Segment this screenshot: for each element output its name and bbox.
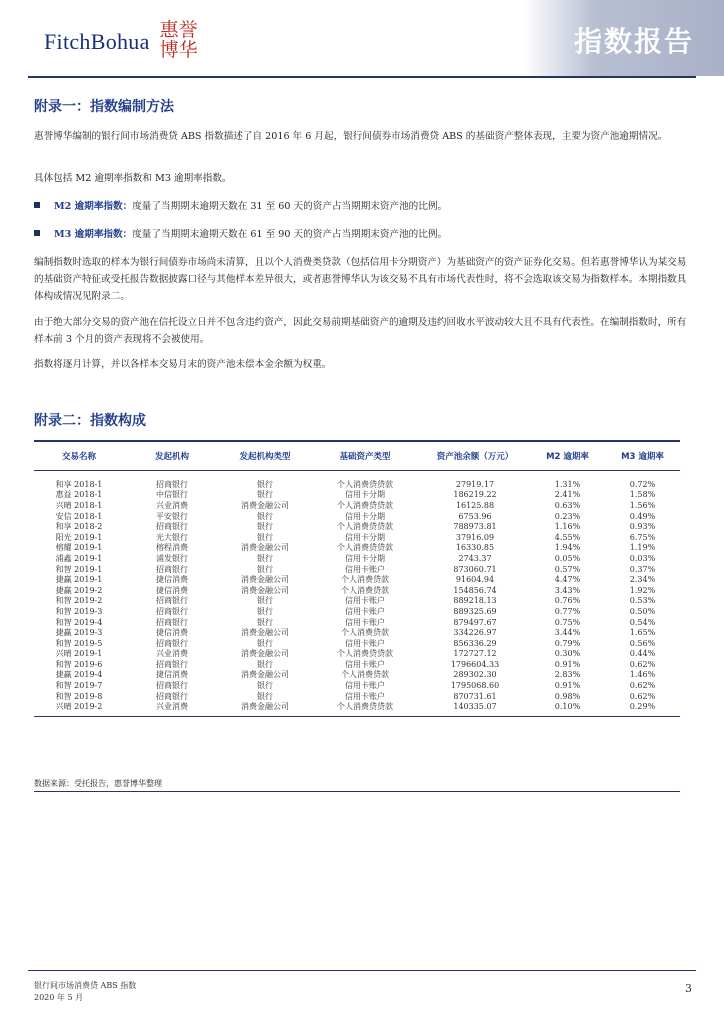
appendix1-title: 附录一：指数编制方法: [34, 99, 174, 115]
table-row: [34, 532, 680, 543]
cell-m3-rate: 0.29%: [629, 702, 656, 712]
cell-deal-name: 和智 2019-5: [55, 638, 103, 648]
cell-m3-rate: 1.92%: [629, 585, 656, 595]
table-row: [34, 553, 680, 564]
cell-originator-type: 消费金融公司: [241, 543, 289, 553]
cell-m3-rate: 1.65%: [629, 628, 656, 638]
cell-originator-type: 银行: [257, 490, 273, 500]
cell-originator: 招商银行: [156, 617, 188, 627]
cell-deal-name: 捷赢 2019-2: [55, 585, 103, 595]
cell-originator-type: 银行: [257, 522, 273, 532]
cell-asset-type: 信用卡账户: [345, 638, 385, 648]
cell-deal-name: 安信 2018-1: [55, 511, 103, 521]
cell-m3-rate: 1.58%: [629, 490, 656, 500]
cell-m3-rate: 0.03%: [629, 553, 656, 563]
cell-originator: 兴业消费: [156, 702, 188, 712]
cell-m3-rate: 0.62%: [629, 659, 656, 669]
cell-asset-type: 信用卡账户: [345, 691, 385, 701]
cell-asset-type: 信用卡账户: [345, 606, 385, 616]
cell-deal-name: 和智 2019-2: [55, 596, 103, 606]
cell-asset-type: 个人消费贷贷款: [337, 479, 393, 489]
cell-pool-balance: 1796604.33: [450, 659, 500, 669]
cell-m3-rate: 0.54%: [629, 617, 656, 627]
cell-originator: 招商银行: [156, 564, 188, 574]
cell-m3-rate: 0.62%: [629, 681, 656, 691]
bullet-m2-label: M2 逾期率指数：: [54, 201, 133, 212]
cell-asset-type: 信用卡分期: [345, 511, 385, 521]
cell-originator: 兴业消费: [156, 649, 188, 659]
cell-m2-rate: 0.91%: [554, 681, 581, 691]
appendix1-paragraph-3: 编制指数时选取的样本为银行间债券市场尚未清算，且以个人消费类贷款（包括信用卡分期资产）为基础资产的资产证券化交易。但若惠誉博华认为某交易的基础资产特征或受托报告数据披露口径与其他样本差异很大，或者惠誉博华认为该交易不具有市场代表性时，将不会选取该交易为指数样本。本期指数具体构成情况见附录二。: [34, 257, 687, 302]
cell-originator: 招商银行: [156, 691, 188, 701]
table-row: [34, 511, 680, 522]
cell-m3-rate: 0.93%: [629, 522, 656, 532]
cell-asset-type: 个人消费贷贷款: [337, 543, 393, 553]
cell-originator-type: 消费金融公司: [241, 585, 289, 595]
cell-originator-type: 银行: [257, 511, 273, 521]
cell-m3-rate: 0.44%: [629, 649, 656, 659]
cell-m2-rate: 0.98%: [554, 691, 581, 701]
cell-pool-balance: 16125.88: [455, 500, 495, 510]
logo-cn-line2: 博华: [159, 39, 198, 61]
cell-originator-type: 银行: [257, 617, 273, 627]
cell-pool-balance: 870731.61: [453, 691, 497, 701]
cell-originator-type: 银行: [257, 479, 273, 489]
cell-m2-rate: 0.91%: [554, 659, 581, 669]
table-row: [34, 596, 680, 607]
cell-originator: 招商银行: [156, 522, 188, 532]
table-row: [34, 659, 680, 670]
bullet-square-icon: [34, 230, 40, 236]
table-row: [34, 680, 680, 691]
cell-pool-balance: 289302.30: [453, 670, 497, 680]
cell-originator: 浦发银行: [156, 553, 188, 563]
cell-deal-name: 惠益 2018-1: [55, 490, 103, 500]
table-header-row: [34, 442, 680, 471]
cell-deal-name: 和智 2019-3: [55, 606, 103, 616]
cell-m2-rate: 0.77%: [554, 606, 581, 616]
cell-deal-name: 兴晴 2019-1: [55, 649, 103, 659]
appendix2-title: 附录二：指数构成: [34, 413, 146, 429]
table-row: [34, 490, 680, 501]
cell-asset-type: 个人消费贷贷款: [337, 702, 393, 712]
col-header-originator-type: 发起机构类型: [239, 452, 291, 462]
cell-pool-balance: 873060.71: [453, 564, 497, 574]
cell-originator-type: 银行: [257, 681, 273, 691]
cell-asset-type: 信用卡分期: [345, 532, 385, 542]
cell-originator-type: 银行: [257, 532, 273, 542]
cell-originator: 榕程消费: [156, 543, 188, 553]
col-header-originator: 发起机构: [154, 452, 189, 462]
cell-asset-type: 信用卡分期: [345, 553, 385, 563]
cell-originator: 招商银行: [156, 596, 188, 606]
cell-originator-type: 银行: [257, 553, 273, 563]
cell-asset-type: 个人消费贷贷款: [337, 649, 393, 659]
cell-pool-balance: 37916.09: [455, 532, 495, 542]
bullet-m3: [34, 226, 694, 243]
cell-originator-type: 消费金融公司: [241, 649, 289, 659]
cell-originator: 中信银行: [156, 490, 188, 500]
cell-asset-type: 个人消费贷贷款: [337, 522, 393, 532]
cell-m3-rate: 0.62%: [629, 691, 656, 701]
cell-m3-rate: 0.56%: [629, 638, 656, 648]
cell-deal-name: 和智 2019-1: [55, 564, 103, 574]
cell-originator: 招商银行: [156, 638, 188, 648]
col-header-deal-name: 交易名称: [61, 452, 96, 462]
footer-report-name: 银行间市场消费贷 ABS 指数: [34, 981, 137, 990]
cell-originator-type: 银行: [257, 659, 273, 669]
table-row: [34, 574, 680, 585]
cell-asset-type: 个人消费贷款: [341, 670, 389, 680]
cell-deal-name: 和智 2019-7: [55, 681, 103, 691]
cell-m3-rate: 1.19%: [629, 543, 656, 553]
cell-m2-rate: 2.41%: [554, 490, 581, 500]
cell-asset-type: 信用卡账户: [345, 681, 385, 691]
table-row: [34, 479, 680, 490]
cell-m2-rate: 0.30%: [554, 649, 581, 659]
cell-m2-rate: 1.16%: [554, 522, 581, 532]
cell-pool-balance: 172727.12: [453, 649, 497, 659]
cell-pool-balance: 16330.85: [455, 543, 495, 553]
cell-originator-type: 消费金融公司: [241, 500, 289, 510]
cell-deal-name: 捷赢 2019-1: [55, 575, 103, 585]
cell-pool-balance: 2743.37: [458, 553, 492, 563]
footer-divider: [28, 970, 696, 971]
cell-deal-name: 捷赢 2019-3: [55, 628, 103, 638]
cell-pool-balance: 856336.29: [453, 638, 497, 648]
table-row: [34, 670, 680, 681]
cell-originator: 捷信消费: [156, 585, 188, 595]
cell-originator-type: 消费金融公司: [241, 702, 289, 712]
cell-originator: 捷信消费: [156, 628, 188, 638]
table-row: [34, 543, 680, 554]
table-row: [34, 691, 680, 702]
cell-m2-rate: 0.63%: [554, 500, 581, 510]
cell-pool-balance: 27919.17: [455, 479, 495, 489]
col-header-asset-type: 基础资产类型: [339, 452, 391, 462]
cell-originator-type: 消费金融公司: [241, 670, 289, 680]
cell-m2-rate: 3.43%: [554, 585, 581, 595]
col-header-m2-rate: M2 逾期率: [546, 452, 589, 462]
cell-m2-rate: 4.47%: [554, 575, 581, 585]
footer-info: [34, 980, 136, 1004]
table-row: [34, 638, 680, 649]
table-row: [34, 627, 680, 638]
cell-originator: 招商银行: [156, 681, 188, 691]
table-body: [34, 471, 680, 712]
cell-originator: 招商银行: [156, 479, 188, 489]
cell-pool-balance: 6753.96: [458, 511, 492, 521]
cell-m2-rate: 0.23%: [554, 511, 581, 521]
logo-chinese-seal: [154, 20, 204, 64]
col-header-m3-rate: M3 逾期率: [621, 452, 664, 462]
cell-m3-rate: 1.46%: [629, 670, 656, 680]
cell-deal-name: 榕耀 2019-1: [55, 543, 103, 553]
cell-originator: 光大银行: [156, 532, 188, 542]
cell-m2-rate: 0.57%: [554, 564, 581, 574]
table-row: [34, 606, 680, 617]
cell-asset-type: 个人消费贷款: [341, 575, 389, 585]
cell-pool-balance: 140335.07: [453, 702, 497, 712]
cell-originator-type: 消费金融公司: [241, 575, 289, 585]
table-bottom-rule: [34, 716, 680, 717]
cell-deal-name: 和享 2018-1: [55, 479, 103, 489]
appendix1-paragraph-4: 由于绝大部分交易的资产池在信托设立日并不包含违约资产，因此交易前期基础资产的逾期及违约回收水平波动较大且不具有代表性。在编制指数时，所有样本前 3 个月的资产表现将不会被使用。: [34, 317, 687, 345]
cell-originator: 捷信消费: [156, 670, 188, 680]
cell-asset-type: 个人消费贷款: [341, 628, 389, 638]
cell-originator: 兴业消费: [156, 500, 188, 510]
cell-m3-rate: 0.49%: [629, 511, 656, 521]
cell-m2-rate: 3.44%: [554, 628, 581, 638]
cell-m2-rate: 0.05%: [554, 553, 581, 563]
cell-deal-name: 和智 2019-4: [55, 617, 103, 627]
cell-m3-rate: 0.53%: [629, 596, 656, 606]
cell-deal-name: 兴晴 2018-1: [55, 500, 103, 510]
bullet-m3-text: 度量了当期期末逾期天数在 61 至 90 天的资产占当期期末资产池的比例。: [132, 229, 448, 240]
cell-deal-name: 浦鑫 2019-1: [55, 553, 103, 563]
cell-m2-rate: 4.55%: [554, 532, 581, 542]
bullet-m3-label: M3 逾期率指数：: [54, 229, 133, 240]
appendix1-paragraph-2: 具体包括 M2 逾期率指数和 M3 逾期率指数。: [34, 173, 232, 184]
cell-pool-balance: 334226.97: [453, 628, 497, 638]
cell-asset-type: 个人消费贷贷款: [337, 500, 393, 510]
table-row: [34, 521, 680, 532]
cell-m2-rate: 0.75%: [554, 617, 581, 627]
cell-deal-name: 和享 2018-2: [55, 522, 103, 532]
cell-pool-balance: 788973.81: [453, 522, 497, 532]
cell-deal-name: 和智 2019-8: [55, 691, 103, 701]
cell-deal-name: 阳光 2019-1: [55, 532, 103, 542]
cell-pool-balance: 186219.22: [453, 490, 497, 500]
cell-originator: 平安银行: [156, 511, 188, 521]
header-divider: [28, 76, 696, 78]
cell-originator: 招商银行: [156, 606, 188, 616]
cell-originator-type: 银行: [257, 596, 273, 606]
cell-m3-rate: 2.34%: [629, 575, 656, 585]
cell-pool-balance: 1795068.60: [450, 681, 500, 691]
cell-asset-type: 信用卡账户: [345, 617, 385, 627]
cell-asset-type: 个人消费贷款: [341, 585, 389, 595]
col-header-pool-balance: 资产池余额（万元）: [436, 452, 514, 462]
cell-pool-balance: 154856.74: [453, 585, 497, 595]
cell-asset-type: 信用卡账户: [345, 596, 385, 606]
appendix1-paragraph-1: 惠誉博华编制的银行间市场消费贷 ABS 指数描述了自 2016 年 6 月起，银行间债券市场消费贷 ABS 的基础资产整体表现，主要为资产池逾期情况。: [34, 131, 668, 142]
report-title: 指数报告: [573, 25, 694, 58]
cell-pool-balance: 889325.69: [453, 606, 497, 616]
cell-m3-rate: 0.50%: [629, 606, 656, 616]
page-header: [0, 0, 724, 76]
cell-originator-type: 银行: [257, 691, 273, 701]
cell-originator-type: 银行: [257, 638, 273, 648]
fitch-bohua-logo: [44, 20, 204, 64]
cell-originator: 捷信消费: [156, 575, 188, 585]
cell-pool-balance: 879497.67: [453, 617, 497, 627]
table-row: [34, 585, 680, 596]
cell-originator: 招商银行: [156, 659, 188, 669]
cell-m3-rate: 0.72%: [629, 479, 656, 489]
table-row: [34, 564, 680, 575]
cell-deal-name: 和智 2019-6: [55, 659, 103, 669]
cell-m3-rate: 1.56%: [629, 500, 656, 510]
logo-cn-line1: 惠誉: [159, 19, 198, 41]
cell-originator-type: 银行: [257, 564, 273, 574]
cell-originator-type: 消费金融公司: [241, 628, 289, 638]
table-row: [34, 617, 680, 628]
cell-deal-name: 捷赢 2019-4: [55, 670, 103, 680]
cell-m2-rate: 1.31%: [554, 479, 581, 489]
logo-text: FitchBohua: [44, 29, 150, 54]
cell-m2-rate: 2.83%: [554, 670, 581, 680]
source-divider: [34, 791, 680, 792]
cell-m2-rate: 0.79%: [554, 638, 581, 648]
footer-date: 2020 年 5 月: [34, 993, 84, 1002]
cell-asset-type: 信用卡账户: [345, 564, 385, 574]
cell-asset-type: 信用卡账户: [345, 659, 385, 669]
cell-m2-rate: 0.76%: [554, 596, 581, 606]
cell-deal-name: 兴晴 2019-2: [55, 702, 103, 712]
bullet-m2-text: 度量了当期期末逾期天数在 31 至 60 天的资产占当期期末资产池的比例。: [132, 201, 448, 212]
page-number: 3: [685, 982, 692, 995]
cell-m2-rate: 1.94%: [554, 543, 581, 553]
table-row: [34, 500, 680, 511]
cell-m3-rate: 6.75%: [629, 532, 656, 542]
cell-originator-type: 银行: [257, 606, 273, 616]
cell-asset-type: 信用卡分期: [345, 490, 385, 500]
table-row: [34, 649, 680, 660]
cell-m2-rate: 0.10%: [554, 702, 581, 712]
cell-pool-balance: 889218.13: [453, 596, 497, 606]
bullet-square-icon: [34, 202, 40, 208]
table-row: [34, 701, 680, 712]
data-source-note: 数据来源：受托报告，惠誉博华整理: [34, 779, 162, 788]
title-banner: [524, 0, 724, 76]
composition-table: [34, 440, 680, 717]
appendix1-paragraph-5: 指数将逐月计算，并以各样本交易月末的资产池未偿本金余额为权重。: [34, 359, 332, 370]
bullet-m2: [34, 198, 694, 215]
cell-m3-rate: 0.37%: [629, 564, 656, 574]
cell-pool-balance: 91604.94: [455, 575, 495, 585]
